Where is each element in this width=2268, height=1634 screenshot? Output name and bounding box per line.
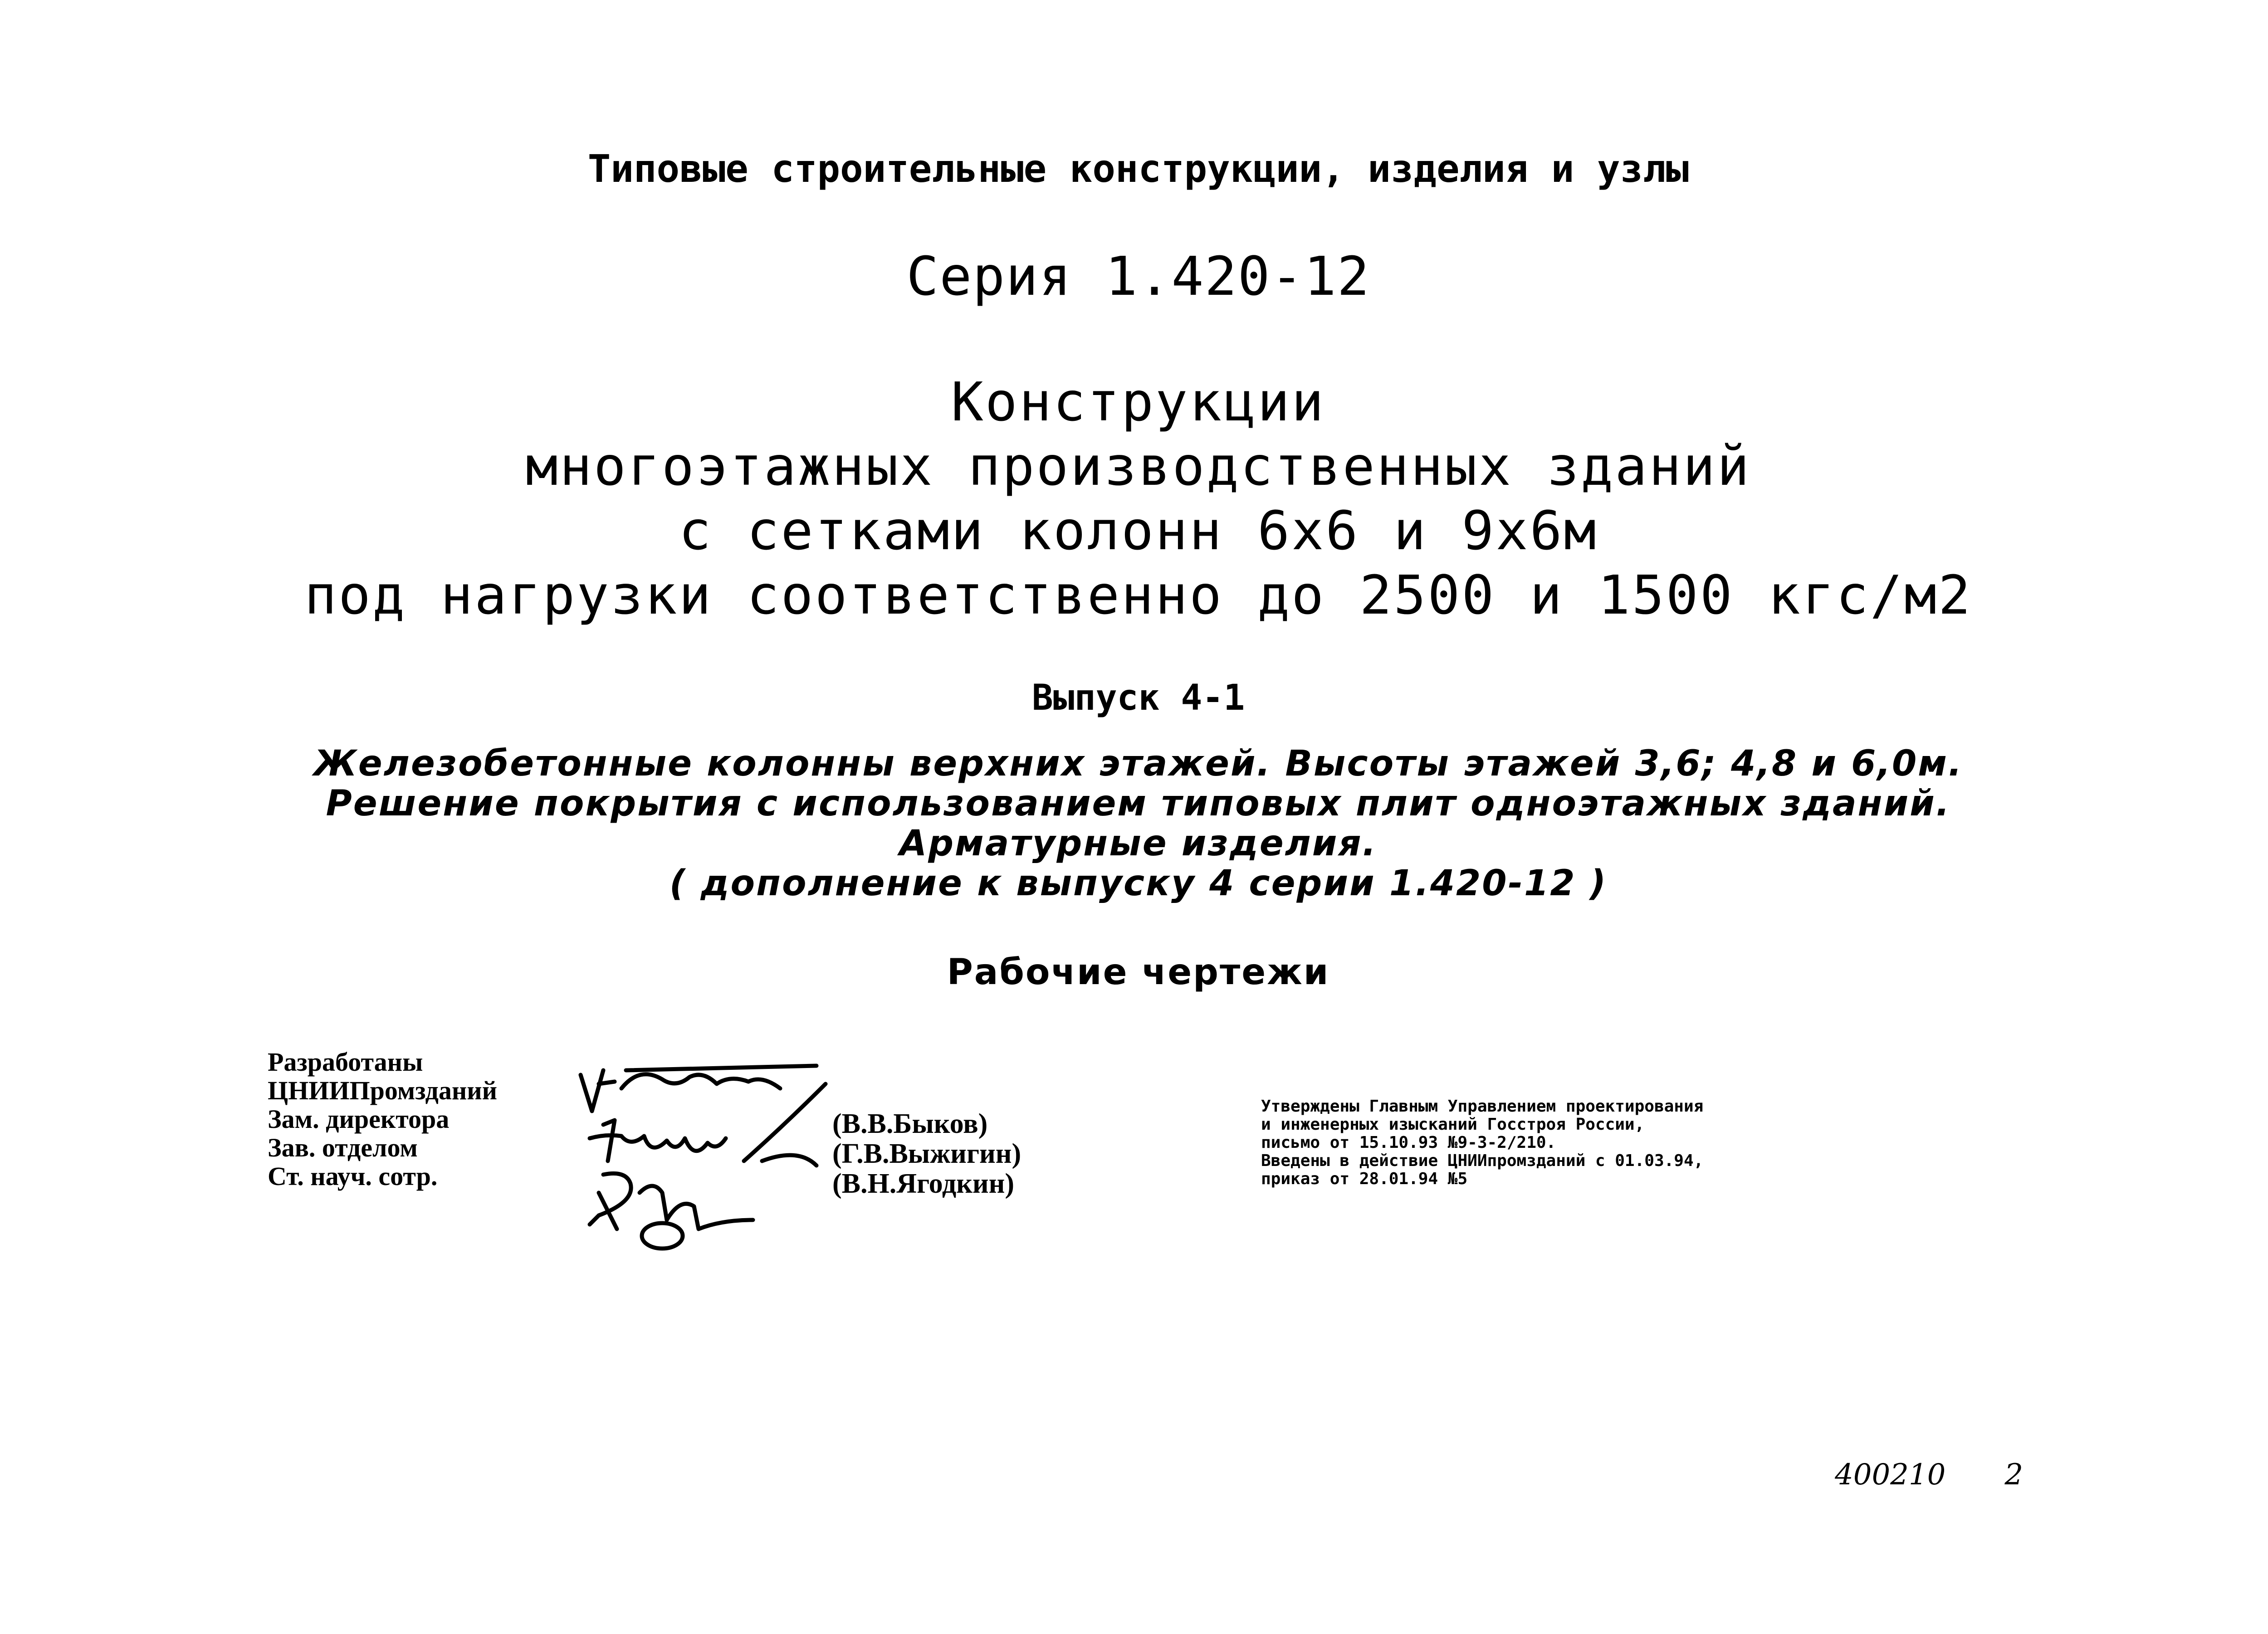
signatory-name: (В.В.Быков) bbox=[832, 1108, 988, 1139]
approval-line: Утверждены Главным Управлением проектирования bbox=[1261, 1097, 1704, 1116]
handwritten-signatures bbox=[572, 1057, 835, 1252]
issue-number: Выпуск 4-1 bbox=[1031, 678, 1245, 718]
title-line: Конструкции bbox=[951, 371, 1326, 433]
description-line: Решение покрытия с использованием типовых плит одноэтажных зданий. bbox=[326, 783, 1951, 824]
developer-organization: ЦНИИПромзданий bbox=[268, 1076, 498, 1105]
sheet-number: 2 bbox=[2004, 1458, 2024, 1492]
issue-description bbox=[0, 744, 2268, 903]
description-line: Железобетонные колонны верхних этажей. Высоты этажей 3,6; 4,8 и 6,0м. bbox=[313, 743, 1963, 784]
title-line: с сетками колонн 6x6 и 9x6м bbox=[679, 499, 1598, 562]
document-type: Рабочие чертежи bbox=[947, 952, 1330, 993]
description-line: ( дополнение к выпуску 4 серии 1.420-12 ) bbox=[669, 863, 1608, 904]
signatory-names bbox=[832, 1109, 1021, 1199]
position-senior-researcher: Ст. науч. сотр. bbox=[268, 1161, 438, 1191]
developers-block bbox=[268, 1048, 497, 1190]
title-line: под нагрузки соответственно до 2500 и 1500 кгс/м2 bbox=[304, 564, 1973, 626]
approval-block bbox=[1261, 1097, 1703, 1188]
description-line: Арматурные изделия. bbox=[899, 823, 1378, 864]
series-heading: Типовые строительные конструкции, изделия и узлы bbox=[587, 146, 1689, 191]
position-deputy-director: Зам. директора bbox=[268, 1104, 450, 1134]
approval-line: Введены в действие ЦНИИпромзданий с 01.03.94, bbox=[1261, 1151, 1704, 1170]
title-line: многоэтажных производственных зданий bbox=[525, 435, 1751, 498]
signatory-name: (Г.В.Выжигин) bbox=[832, 1138, 1022, 1169]
approval-line: и инженерных изысканий Госстроя России, bbox=[1261, 1115, 1645, 1134]
document-title bbox=[0, 370, 2268, 627]
signatory-name: (В.Н.Ягодкин) bbox=[832, 1168, 1015, 1199]
approval-line: письмо от 15.10.93 №9-3-2/210. bbox=[1261, 1133, 1556, 1152]
archive-mark bbox=[1835, 1458, 2023, 1492]
approval-line: приказ от 28.01.94 №5 bbox=[1261, 1170, 1468, 1188]
developers-heading: Разработаны bbox=[268, 1047, 423, 1077]
position-head-of-department: Зав. отделом bbox=[268, 1133, 418, 1162]
archive-number: 400210 bbox=[1835, 1458, 1946, 1492]
series-number: Серия 1.420-12 bbox=[906, 245, 1370, 307]
